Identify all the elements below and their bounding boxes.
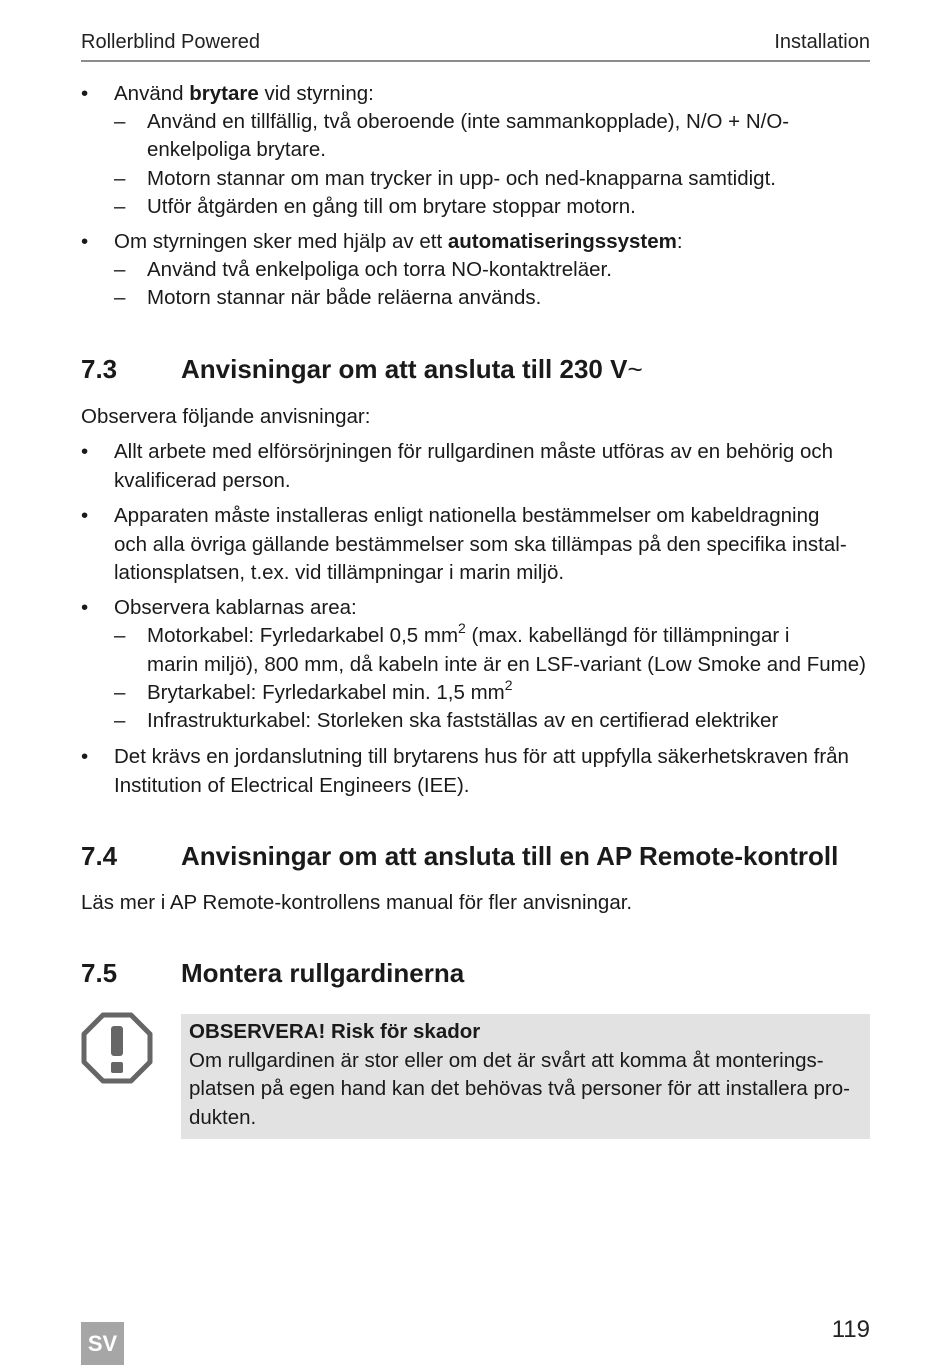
notice-box: [181, 1014, 870, 1139]
page-header: [81, 28, 870, 62]
exclamation-octagon-icon: [81, 1012, 153, 1084]
bullet-text: Använd brytare vid styrning:: [114, 82, 374, 105]
notice-text: Om rullgardinen är stor eller om det är svårt att komma åt monterings- platsen på egen hand kan det behövas två personer för att installera pro- dukten.: [189, 1048, 850, 1129]
header-product: Rollerblind Powered: [81, 31, 260, 53]
section-lead: Observera följande anvisningar:: [81, 405, 371, 428]
language-badge: SV: [81, 1322, 124, 1365]
section-text: Läs mer i AP Remote-kontrollens manual för fler anvisningar.: [81, 891, 633, 914]
page-number: 119: [831, 1316, 870, 1343]
notice-title: OBSERVERA! Risk för skador: [189, 1020, 481, 1043]
header-chapter: Installation: [774, 31, 870, 53]
bullet-glyph: •: [81, 82, 89, 105]
